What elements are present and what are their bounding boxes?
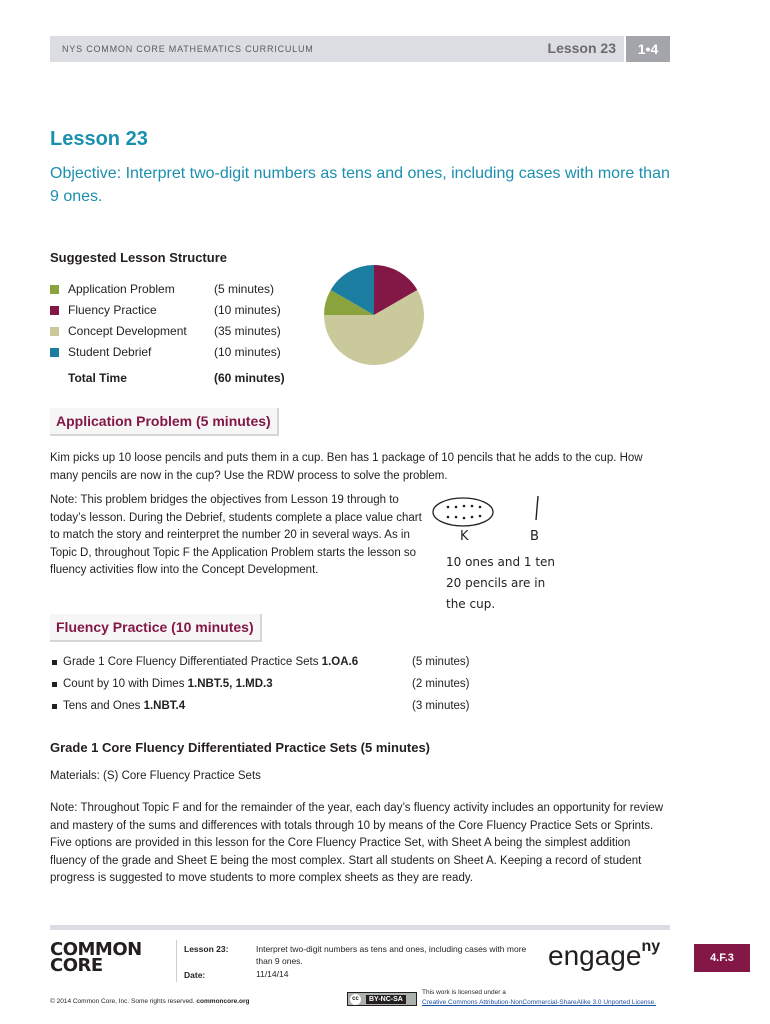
total-minutes: (60 minutes) bbox=[214, 371, 285, 385]
fluency-standard: 1.NBT.5, 1.MD.3 bbox=[187, 678, 273, 690]
cc-icon: cc bbox=[350, 994, 361, 1005]
footer-separator bbox=[176, 940, 177, 982]
loose-pencils-dots bbox=[447, 505, 482, 520]
lesson-title: Lesson 23 bbox=[50, 128, 148, 150]
license-notice bbox=[422, 988, 656, 1008]
page-header bbox=[50, 36, 670, 62]
bullet-icon bbox=[52, 704, 57, 709]
total-label: Total Time bbox=[68, 371, 127, 385]
footer-date: 11/14/14 bbox=[256, 969, 289, 979]
fluency-heading: Fluency Practice (10 minutes) bbox=[50, 614, 262, 642]
footer-date-label: Date: bbox=[184, 970, 206, 980]
application-heading: Application Problem (5 minutes) bbox=[50, 408, 279, 436]
engageny-logo bbox=[548, 940, 660, 972]
application-problem-text: Kim picks up 10 loose pencils and puts them in a cup. Ben has 1 package of 10 pencils that he adds to the cup. How many pencils are now in the cup? Use the RDW process to solve the problem. bbox=[50, 452, 643, 482]
copyright-text: © 2014 Common Core, Inc. Some rights reserved. bbox=[50, 998, 195, 1005]
structure-item-name: Application Problem bbox=[68, 282, 175, 296]
footer-lesson-label: Lesson 23: bbox=[184, 944, 229, 954]
materials-text: Materials: (S) Core Fluency Practice Sets bbox=[50, 770, 261, 782]
lesson-structure-pie bbox=[322, 263, 426, 367]
structure-item-name: Concept Development bbox=[68, 324, 187, 338]
copyright-site: commoncore.org bbox=[196, 998, 250, 1005]
structure-item-minutes: (10 minutes) bbox=[214, 345, 281, 359]
practice-sets-note: Note: Throughout Topic F and for the remainder of the year, each day’s fluency activity includes an opportunity for review and mastery of the sums and differences with totals through 10 by means of the Core Fluency Practice Sets or Sprints. Five options are provided in this lesson for the Core Fluency Practice Set, with Sheet A being the simplest addition fluency of the grade and Sheet E being the most complex. Start all students on Sheet A. Keeping a record of student progress is suggested to move students to more complex sheets as they are ready. bbox=[50, 802, 664, 884]
common-core-logo bbox=[50, 939, 142, 976]
answer-line-3: the cup. bbox=[446, 597, 496, 611]
engage-word: engage bbox=[548, 940, 642, 971]
bullet-icon bbox=[52, 682, 57, 687]
header-lesson: Lesson 23 bbox=[547, 40, 616, 56]
pencil-group-ellipse bbox=[433, 498, 493, 526]
fluency-standard: 1.OA.6 bbox=[321, 656, 359, 668]
answer-line-2: 20 pencils are in bbox=[446, 576, 546, 590]
fluency-minutes: (5 minutes) bbox=[412, 656, 470, 668]
footer-lesson-text: Interpret two-digit numbers as tens and ones, including cases with more than 9 ones. bbox=[256, 944, 527, 966]
legend-swatch bbox=[50, 306, 59, 315]
legend-swatch bbox=[50, 348, 59, 357]
logo-line-2: CORE bbox=[50, 955, 103, 976]
structure-item-minutes: (35 minutes) bbox=[214, 324, 281, 338]
package-stick bbox=[536, 496, 538, 520]
fluency-minutes: (3 minutes) bbox=[412, 700, 470, 712]
structure-title: Suggested Lesson Structure bbox=[50, 250, 227, 265]
practice-sets-title: Grade 1 Core Fluency Differentiated Practice Sets (5 minutes) bbox=[50, 740, 431, 755]
fluency-minutes: (2 minutes) bbox=[412, 678, 470, 690]
fluency-activity: Count by 10 with Dimes bbox=[63, 678, 188, 690]
application-note: Note: This problem bridges the objectives from Lesson 19 through to today’s lesson. During the Debrief, students complete a place value chart to match the story and reinterpret the number 20 in several ways. As in Topic D, throughout Topic F the Application Problem starts the lesson so fluency activities flow into the Concept Development. bbox=[50, 494, 422, 576]
fluency-activity: Grade 1 Core Fluency Differentiated Practice Sets bbox=[63, 656, 322, 668]
page-code-badge: 4.F.3 bbox=[694, 944, 750, 972]
structure-item-minutes: (5 minutes) bbox=[214, 282, 275, 296]
student-work-drawing bbox=[430, 490, 610, 620]
copyright-notice bbox=[50, 998, 250, 1005]
bullet-icon bbox=[52, 660, 57, 665]
structure-item-minutes: (10 minutes) bbox=[214, 303, 281, 317]
footer-divider bbox=[50, 925, 670, 930]
module-badge: 1•4 bbox=[624, 36, 670, 62]
license-link[interactable]: Creative Commons Attribution-NonCommercial-ShareAlike 3.0 Unported License. bbox=[422, 999, 657, 1006]
cc-badge-label: BY-NC-SA bbox=[366, 995, 406, 1004]
license-line: This work is licensed under a bbox=[422, 989, 506, 996]
structure-item-name: Fluency Practice bbox=[68, 303, 157, 317]
logo-line-1: COMMON bbox=[50, 939, 142, 960]
legend-swatch bbox=[50, 285, 59, 294]
curriculum-name: NYS COMMON CORE MATHEMATICS CURRICULUM bbox=[62, 44, 314, 54]
label-b: B bbox=[530, 529, 539, 544]
fluency-activity: Tens and Ones bbox=[63, 700, 144, 712]
answer-line-1: 10 ones and 1 ten bbox=[446, 555, 556, 569]
legend-swatch bbox=[50, 327, 59, 336]
cc-license-badge bbox=[347, 992, 417, 1006]
label-k: K bbox=[460, 529, 469, 544]
ny-word: ny bbox=[641, 938, 661, 955]
structure-item-name: Student Debrief bbox=[68, 345, 152, 359]
lesson-objective: Objective: Interpret two-digit numbers as tens and ones, including cases with more than 9 ones. bbox=[50, 165, 670, 205]
fluency-standard: 1.NBT.4 bbox=[143, 700, 186, 712]
